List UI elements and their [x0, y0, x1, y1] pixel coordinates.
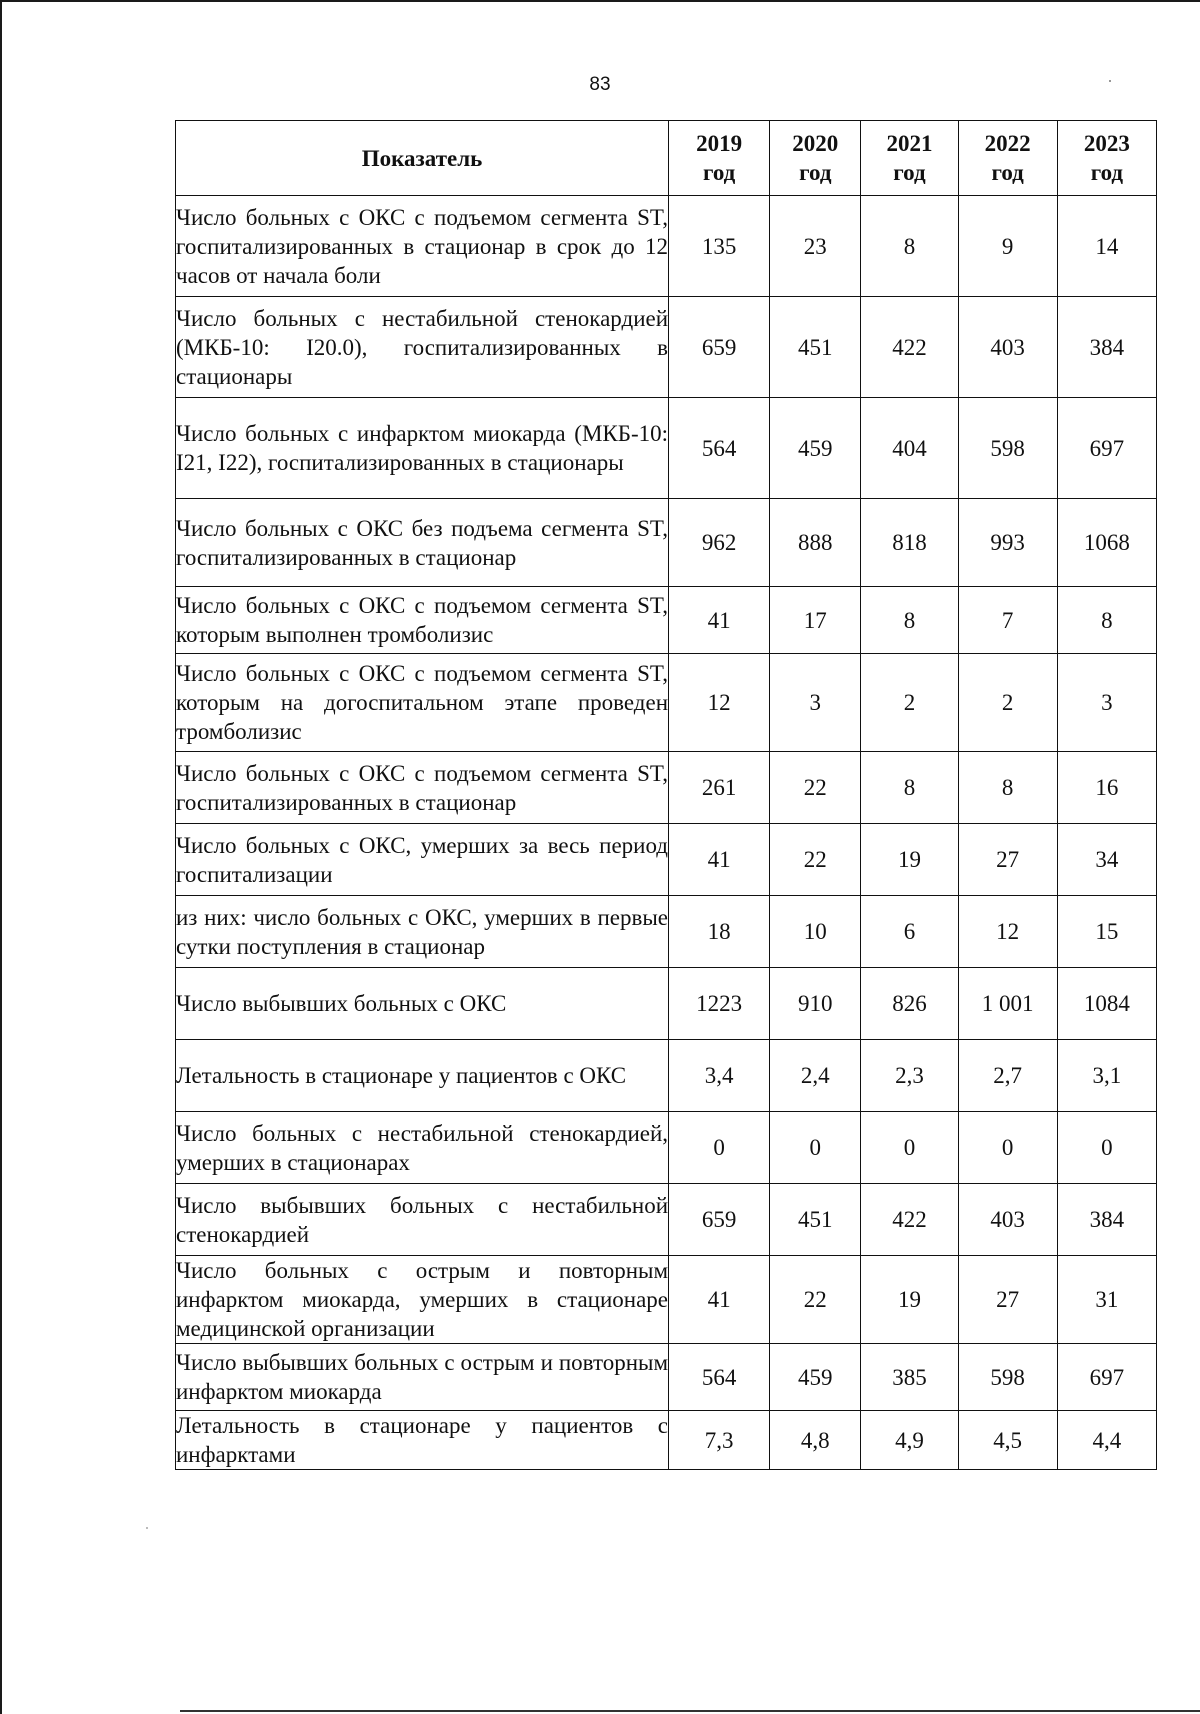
- row-indicator-name: Число больных с ОКС с подъемом сегмента ST, госпитализированных в стационар: [176, 752, 669, 824]
- table-row: [176, 1184, 1157, 1256]
- row-value: 404: [861, 398, 958, 499]
- row-indicator-name: из них: число больных с ОКС, умерших в первые сутки поступления в стационар: [176, 896, 669, 968]
- row-value: 22: [770, 752, 861, 824]
- row-value: 41: [669, 587, 770, 654]
- row-value: 3: [1057, 654, 1156, 752]
- row-value: 135: [669, 196, 770, 297]
- row-value: 18: [669, 896, 770, 968]
- row-indicator-name: Число больных с нестабильной стенокардией (МКБ-10: I20.0), госпитализированных в стационары: [176, 297, 669, 398]
- row-value: 1223: [669, 968, 770, 1040]
- row-indicator-name: Число больных с ОКС с подъемом сегмента ST, которым выполнен тромболизис: [176, 587, 669, 654]
- table-header-row: [176, 121, 1157, 196]
- row-value: 659: [669, 1184, 770, 1256]
- row-value: 27: [958, 1256, 1057, 1344]
- row-value: 403: [958, 1184, 1057, 1256]
- year-suffix: год: [991, 160, 1024, 185]
- row-value: 8: [861, 196, 958, 297]
- year-suffix: год: [1090, 160, 1124, 185]
- row-value: 19: [861, 824, 958, 896]
- page-number: [0, 74, 1200, 96]
- row-value: 22: [770, 824, 861, 896]
- year-label: 2023: [1083, 131, 1130, 156]
- row-value: 697: [1057, 398, 1156, 499]
- table-row: [176, 196, 1157, 297]
- row-value: 34: [1057, 824, 1156, 896]
- table-row: [176, 587, 1157, 654]
- row-value: 910: [770, 968, 861, 1040]
- row-value: 16: [1057, 752, 1156, 824]
- row-value: 8: [861, 587, 958, 654]
- row-value: 14: [1057, 196, 1156, 297]
- row-value: 15: [1057, 896, 1156, 968]
- row-value: 385: [861, 1344, 958, 1411]
- row-value: 0: [861, 1112, 958, 1184]
- table-row: [176, 1411, 1157, 1470]
- row-indicator-name: Число выбывших больных с острым и повторным инфарктом миокарда: [176, 1344, 669, 1411]
- row-value: 8: [1057, 587, 1156, 654]
- row-value: 451: [770, 297, 861, 398]
- year-suffix: год: [799, 160, 832, 185]
- row-value: 659: [669, 297, 770, 398]
- row-value: 459: [770, 1344, 861, 1411]
- row-indicator-name: Летальность в стационаре у пациентов с инфарктами: [176, 1411, 669, 1470]
- row-value: 993: [958, 499, 1057, 587]
- table-row: [176, 1256, 1157, 1344]
- row-value: 19: [861, 1256, 958, 1344]
- column-header-year: [958, 121, 1057, 196]
- row-value: 3: [770, 654, 861, 752]
- row-value: 4,9: [861, 1411, 958, 1470]
- row-value: 23: [770, 196, 861, 297]
- row-value: 2: [958, 654, 1057, 752]
- row-value: 261: [669, 752, 770, 824]
- row-value: 27: [958, 824, 1057, 896]
- row-value: 403: [958, 297, 1057, 398]
- row-value: 1068: [1057, 499, 1156, 587]
- row-value: 41: [669, 1256, 770, 1344]
- row-value: 826: [861, 968, 958, 1040]
- row-value: 2,3: [861, 1040, 958, 1112]
- row-value: 888: [770, 499, 861, 587]
- row-value: 384: [1057, 1184, 1156, 1256]
- row-value: 422: [861, 1184, 958, 1256]
- row-indicator-name: Число больных с нестабильной стенокардией, умерших в стационарах: [176, 1112, 669, 1184]
- table-row: [176, 824, 1157, 896]
- table-row: [176, 1344, 1157, 1411]
- scan-speck: [146, 1527, 148, 1529]
- row-indicator-name: Число выбывших больных с ОКС: [176, 968, 669, 1040]
- column-header-year: [861, 121, 958, 196]
- scan-border-top: [0, 0, 1200, 2]
- row-value: 9: [958, 196, 1057, 297]
- row-value: 3,4: [669, 1040, 770, 1112]
- row-value: 1084: [1057, 968, 1156, 1040]
- row-value: 7: [958, 587, 1057, 654]
- row-indicator-name: Число больных с острым и повторным инфарктом миокарда, умерших в стационаре медицинской организации: [176, 1256, 669, 1344]
- row-value: 4,5: [958, 1411, 1057, 1470]
- row-value: 22: [770, 1256, 861, 1344]
- row-indicator-name: Летальность в стационаре у пациентов с ОКС: [176, 1040, 669, 1112]
- row-value: 0: [958, 1112, 1057, 1184]
- scan-border-bottom: [180, 1710, 1200, 1712]
- row-value: 818: [861, 499, 958, 587]
- row-value: 0: [669, 1112, 770, 1184]
- year-label: 2022: [984, 131, 1031, 156]
- row-value: 459: [770, 398, 861, 499]
- column-header-year: [770, 121, 861, 196]
- row-value: 598: [958, 398, 1057, 499]
- page-number-text: 83: [589, 74, 611, 95]
- row-value: 451: [770, 1184, 861, 1256]
- table-row: [176, 654, 1157, 752]
- table-row: [176, 896, 1157, 968]
- row-value: 3,1: [1057, 1040, 1156, 1112]
- row-value: 4,4: [1057, 1411, 1156, 1470]
- table-row: [176, 1112, 1157, 1184]
- year-label: 2021: [886, 131, 933, 156]
- year-label: 2020: [792, 131, 839, 156]
- row-value: 422: [861, 297, 958, 398]
- row-value: 0: [770, 1112, 861, 1184]
- row-indicator-name: Число больных с ОКС, умерших за весь период госпитализации: [176, 824, 669, 896]
- row-value: 564: [669, 1344, 770, 1411]
- year-suffix: год: [702, 160, 736, 185]
- row-value: 2: [861, 654, 958, 752]
- row-value: 4,8: [770, 1411, 861, 1470]
- column-header-indicator: Показатель: [176, 121, 669, 196]
- table-row: [176, 499, 1157, 587]
- row-value: 598: [958, 1344, 1057, 1411]
- column-header-year: [1057, 121, 1156, 196]
- year-suffix: год: [893, 160, 926, 185]
- row-value: 8: [861, 752, 958, 824]
- year-label: 2019: [696, 131, 743, 156]
- row-value: 1 001: [958, 968, 1057, 1040]
- row-value: 8: [958, 752, 1057, 824]
- row-value: 384: [1057, 297, 1156, 398]
- row-value: 2,4: [770, 1040, 861, 1112]
- row-value: 12: [958, 896, 1057, 968]
- row-value: 31: [1057, 1256, 1156, 1344]
- scan-speck: [1109, 80, 1111, 82]
- row-indicator-name: Число выбывших больных с нестабильной стенокардией: [176, 1184, 669, 1256]
- row-value: 0: [1057, 1112, 1156, 1184]
- scan-border-left: [0, 0, 2, 1714]
- column-header-year: [669, 121, 770, 196]
- table-row: [176, 752, 1157, 824]
- row-indicator-name: Число больных с ОКС с подъемом сегмента ST, госпитализированных в стационар в срок до 12 часов от начала боли: [176, 196, 669, 297]
- row-value: 17: [770, 587, 861, 654]
- row-value: 962: [669, 499, 770, 587]
- row-value: 6: [861, 896, 958, 968]
- table-row: [176, 968, 1157, 1040]
- row-value: 10: [770, 896, 861, 968]
- row-indicator-name: Число больных с инфарктом миокарда (МКБ-10: I21, I22), госпитализированных в стационары: [176, 398, 669, 499]
- table-row: [176, 398, 1157, 499]
- table-row: [176, 297, 1157, 398]
- row-indicator-name: Число больных с ОКС с подъемом сегмента ST, которым на догоспитальном этапе проведен тромболизис: [176, 654, 669, 752]
- row-value: 7,3: [669, 1411, 770, 1470]
- row-value: 2,7: [958, 1040, 1057, 1112]
- table-row: [176, 1040, 1157, 1112]
- row-value: 697: [1057, 1344, 1156, 1411]
- row-indicator-name: Число больных с ОКС без подъема сегмента ST, госпитализированных в стационар: [176, 499, 669, 587]
- row-value: 564: [669, 398, 770, 499]
- row-value: 41: [669, 824, 770, 896]
- row-value: 12: [669, 654, 770, 752]
- indicators-table: [175, 120, 1157, 1470]
